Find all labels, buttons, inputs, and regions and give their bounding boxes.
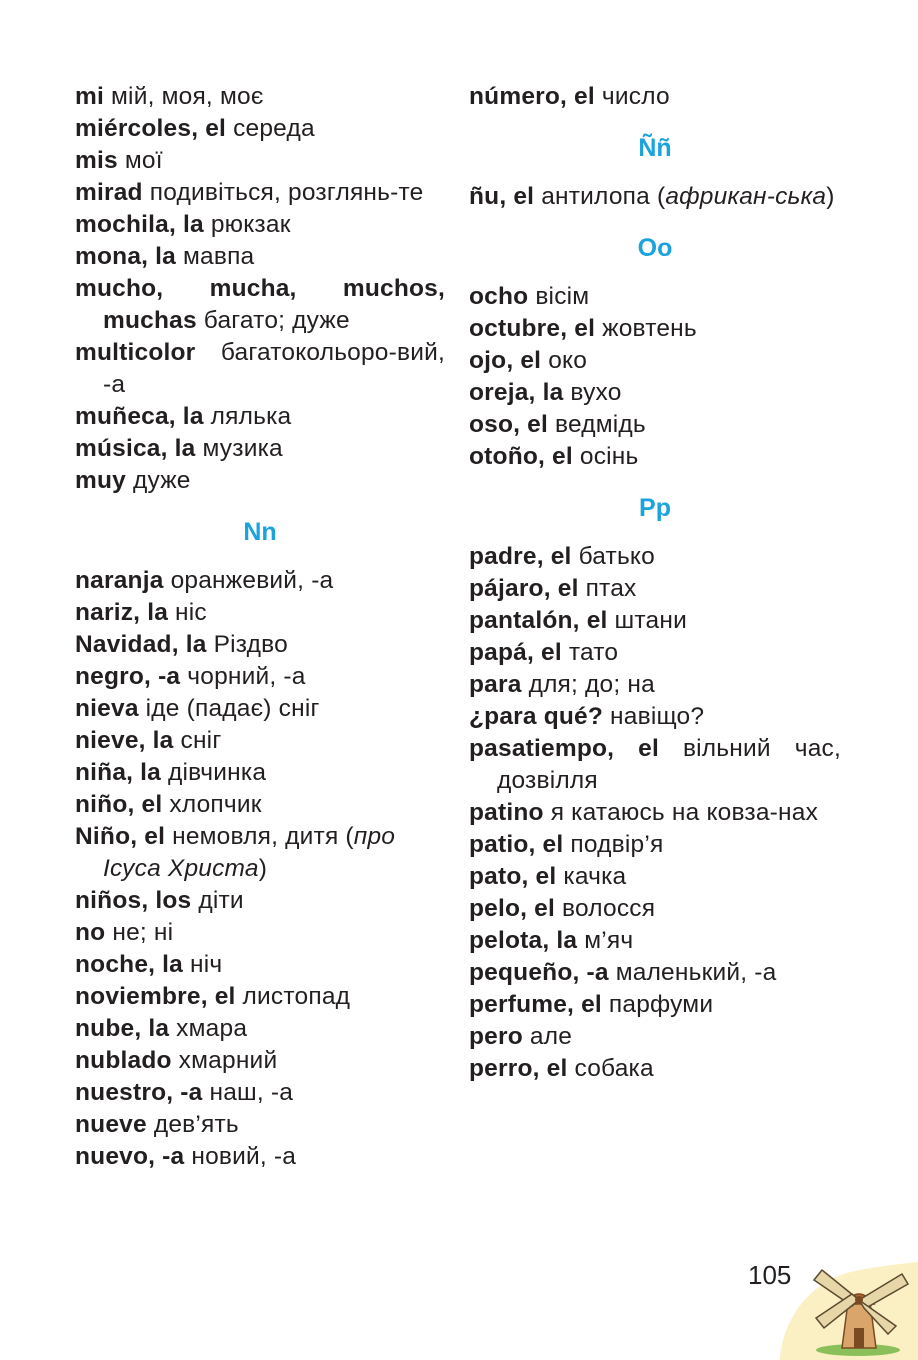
translation: батько <box>571 543 655 570</box>
translation: багато; дуже <box>196 307 350 334</box>
headword: patino <box>469 799 544 826</box>
headword: nieva <box>75 695 139 722</box>
headword: miércoles, el <box>75 115 227 142</box>
dictionary-column-right <box>469 81 841 1085</box>
windmill-illustration <box>780 1262 918 1360</box>
headword: pantalón, el <box>469 607 608 634</box>
dictionary-entry <box>469 281 841 313</box>
dictionary-entry <box>469 377 841 409</box>
translation: ніч <box>183 951 223 978</box>
headword: nueve <box>75 1111 147 1138</box>
translation: хмара <box>169 1015 248 1042</box>
translation: око <box>541 347 588 374</box>
dictionary-entry <box>75 693 445 725</box>
italic-note: африкан-ська <box>665 183 827 210</box>
letter-heading: Nn <box>243 518 277 546</box>
dictionary-entry <box>75 725 445 757</box>
translation: хлопчик <box>162 791 262 818</box>
dictionary-entry <box>469 441 841 473</box>
headword: nuestro, -a <box>75 1079 203 1106</box>
translation: вісім <box>528 283 590 310</box>
dictionary-entry <box>469 81 841 113</box>
translation: осінь <box>572 443 639 470</box>
headword: muñeca, la <box>75 403 204 430</box>
translation: середа <box>226 115 315 142</box>
translation: вухо <box>563 379 622 406</box>
translation: птах <box>578 575 637 602</box>
headword: noviembre, el <box>75 983 236 1010</box>
dictionary-entry <box>75 821 445 885</box>
headword: padre, el <box>469 543 572 570</box>
translation: Різдво <box>206 631 288 658</box>
translation: дівчинка <box>161 759 267 786</box>
translation: іде (падає) сніг <box>138 695 320 722</box>
translation: немовля, дитя ( <box>165 823 354 850</box>
dictionary-entry <box>469 409 841 441</box>
dictionary-entry <box>75 241 445 273</box>
translation: мавпа <box>176 243 255 270</box>
translation: волосся <box>555 895 656 922</box>
dictionary-entry <box>75 597 445 629</box>
translation: подивіться, розглянь-те <box>142 179 424 206</box>
headword: noche, la <box>75 951 183 978</box>
headword: para <box>469 671 522 698</box>
dictionary-entry <box>469 605 841 637</box>
translation: листопад <box>235 983 351 1010</box>
translation: не; ні <box>105 919 174 946</box>
dictionary-entry <box>75 757 445 789</box>
dictionary-entry <box>75 565 445 597</box>
dictionary-entry <box>469 1053 841 1085</box>
dictionary-entry <box>75 1045 445 1077</box>
translation: ведмідь <box>548 411 646 438</box>
headword: ojo, el <box>469 347 542 374</box>
dictionary-entry <box>75 337 445 401</box>
headword: muy <box>75 467 126 494</box>
translation: я катаюсь на ковза-нах <box>543 799 819 826</box>
dictionary-entry <box>75 273 445 337</box>
dictionary-entry <box>75 789 445 821</box>
dictionary-entry <box>469 797 841 829</box>
dictionary-entry <box>469 573 841 605</box>
translation: маленький, -а <box>608 959 777 986</box>
headword: número, el <box>469 83 595 110</box>
headword: niña, la <box>75 759 162 786</box>
headword: pero <box>469 1023 523 1050</box>
dictionary-entry <box>469 701 841 733</box>
headword: perfume, el <box>469 991 602 1018</box>
dictionary-entry <box>469 893 841 925</box>
headword: mis <box>75 147 118 174</box>
translation: але <box>522 1023 573 1050</box>
translation: дев’ять <box>146 1111 239 1138</box>
translation: рюкзак <box>203 211 291 238</box>
headword: oreja, la <box>469 379 564 406</box>
letter-heading: Pp <box>639 494 671 522</box>
headword: mochila, la <box>75 211 204 238</box>
translation: дуже <box>125 467 191 494</box>
dictionary-column-left <box>75 81 445 1173</box>
dictionary-entry <box>469 733 841 797</box>
dictionary-entry <box>469 957 841 989</box>
headword: pelo, el <box>469 895 556 922</box>
translation: антилопа ( <box>534 183 666 210</box>
translation: діти <box>191 887 244 914</box>
page-number: 105 <box>748 1260 792 1290</box>
translation: жовтень <box>595 315 697 342</box>
dictionary-entry <box>469 861 841 893</box>
translation: ніс <box>168 599 207 626</box>
headword: pelota, la <box>469 927 578 954</box>
headword: nieve, la <box>75 727 174 754</box>
headword: mucho, mucha, muchos, muchas <box>75 275 445 334</box>
headword: mona, la <box>75 243 176 270</box>
dictionary-entry <box>469 1021 841 1053</box>
translation: музика <box>195 435 283 462</box>
translation: качка <box>556 863 627 890</box>
headword: pato, el <box>469 863 557 890</box>
translation: чорний, -а <box>180 663 306 690</box>
dictionary-entry <box>75 1013 445 1045</box>
translation: новий, -а <box>184 1143 297 1170</box>
translation: тато <box>561 639 619 666</box>
headword: Navidad, la <box>75 631 207 658</box>
dictionary-entry <box>75 885 445 917</box>
dictionary-entry <box>469 345 841 377</box>
italic-note: про Ісуса Христа <box>103 823 396 882</box>
dictionary-entry <box>469 313 841 345</box>
headword: no <box>75 919 106 946</box>
headword: patio, el <box>469 831 564 858</box>
headword: ñu, el <box>469 183 535 210</box>
dictionary-entry <box>75 401 445 433</box>
headword: pájaro, el <box>469 575 579 602</box>
headword: nuevo, -a <box>75 1143 185 1170</box>
dictionary-entry <box>75 661 445 693</box>
headword: mi <box>75 83 104 110</box>
translation: подвір’я <box>563 831 664 858</box>
headword: otoño, el <box>469 443 573 470</box>
headword: papá, el <box>469 639 562 666</box>
translation: ) <box>258 855 268 882</box>
dictionary-entry <box>75 949 445 981</box>
dictionary-entry <box>469 541 841 573</box>
headword: niños, los <box>75 887 192 914</box>
dictionary-entry <box>75 1109 445 1141</box>
dictionary-entry <box>75 113 445 145</box>
dictionary-entry <box>469 637 841 669</box>
translation: ) <box>826 183 835 210</box>
headword: pequeño, -a <box>469 959 609 986</box>
headword: niño, el <box>75 791 163 818</box>
dictionary-entry <box>75 629 445 661</box>
dictionary-entry <box>469 829 841 861</box>
translation: лялька <box>203 403 292 430</box>
dictionary-entry <box>75 1141 445 1173</box>
dictionary-entry <box>75 209 445 241</box>
translation: сніг <box>173 727 222 754</box>
dictionary-entry <box>469 669 841 701</box>
dictionary-entry <box>75 433 445 465</box>
dictionary-entry <box>75 145 445 177</box>
dictionary-entry <box>75 81 445 113</box>
headword: perro, el <box>469 1055 568 1082</box>
letter-heading: Oo <box>637 234 673 262</box>
headword: negro, -a <box>75 663 181 690</box>
headword: multicolor <box>75 339 196 366</box>
translation: мій, моя, моє <box>104 83 264 110</box>
headword: pasatiempo, el <box>469 735 659 762</box>
dictionary-entry <box>469 925 841 957</box>
dictionary-entry <box>75 917 445 949</box>
translation: парфуми <box>601 991 714 1018</box>
translation: для; до; на <box>521 671 655 698</box>
translation: навіщо? <box>603 703 705 730</box>
translation: число <box>594 83 670 110</box>
headword: nublado <box>75 1047 172 1074</box>
translation: наш, -а <box>202 1079 294 1106</box>
headword: nariz, la <box>75 599 169 626</box>
dictionary-entry <box>469 989 841 1021</box>
headword: naranja <box>75 567 164 594</box>
translation: хмарний <box>171 1047 278 1074</box>
headword: nube, la <box>75 1015 170 1042</box>
translation: багатокольоро-вий, -а <box>103 339 445 398</box>
translation: мої <box>117 147 163 174</box>
dictionary-entry <box>469 181 841 213</box>
translation: оранжевий, -а <box>163 567 334 594</box>
headword: música, la <box>75 435 196 462</box>
translation: м’яч <box>577 927 634 954</box>
dictionary-entry <box>75 1077 445 1109</box>
dictionary-entry <box>75 981 445 1013</box>
headword: ocho <box>469 283 529 310</box>
dictionary-entry <box>75 465 445 497</box>
translation: собака <box>567 1055 654 1082</box>
headword: oso, el <box>469 411 549 438</box>
translation: вільний час, дозвілля <box>497 735 841 794</box>
headword: mirad <box>75 179 143 206</box>
letter-heading: Ññ <box>638 134 672 162</box>
dictionary-entry <box>75 177 445 209</box>
headword: ¿para qué? <box>469 703 604 730</box>
headword: Niño, el <box>75 823 166 850</box>
translation: штани <box>607 607 687 634</box>
headword: octubre, el <box>469 315 596 342</box>
